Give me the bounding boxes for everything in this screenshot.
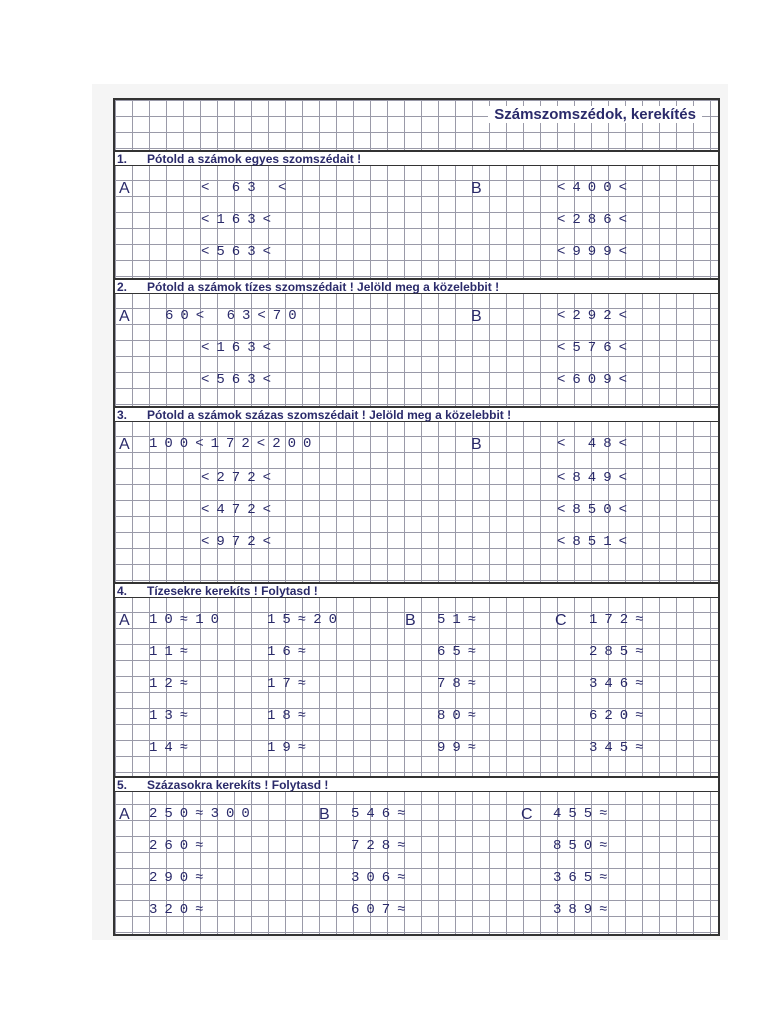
label-b: B (471, 180, 482, 197)
label-a: A (119, 180, 130, 197)
s4-a2-row: 16≈ (267, 644, 314, 660)
s5-c-row: 365≈ (553, 870, 615, 886)
s4-a1-row: 12≈ (149, 676, 196, 692)
s5-a-row: 260≈ (149, 838, 211, 854)
label-b: B (471, 308, 482, 325)
s4-c-row: 172≈ (589, 612, 651, 628)
s2-a-row: <563< (201, 372, 279, 388)
s4-a2-row: 15≈20 (267, 612, 345, 628)
s4-c-row: 345≈ (589, 740, 651, 756)
s5-a-row: 320≈ (149, 902, 211, 918)
section-3-header: 3. Pótold a számok százas szomszédait ! Jelöld meg a közelebbit ! (115, 406, 718, 422)
s1-b-row: <286< (557, 212, 635, 228)
s2-b-row: <576< (557, 340, 635, 356)
s4-a2-row: 17≈ (267, 676, 314, 692)
s3-a-row: <472< (201, 502, 279, 518)
s2-a-row: <163< (201, 340, 279, 356)
s5-c-row: 850≈ (553, 838, 615, 854)
s1-a-row: < 63 < (201, 180, 294, 196)
s4-b-row: 99≈ (437, 740, 484, 756)
label-c: C (521, 806, 533, 823)
s4-b-row: 78≈ (437, 676, 484, 692)
s5-c-row: 389≈ (553, 902, 615, 918)
s2-a-row: 60< 63<70 (165, 308, 304, 324)
s4-a1-row: 13≈ (149, 708, 196, 724)
s1-b-row: <999< (557, 244, 635, 260)
s4-c-row: 346≈ (589, 676, 651, 692)
s4-b-row: 51≈ (437, 612, 484, 628)
label-a: A (119, 612, 130, 629)
s5-a-row: 290≈ (149, 870, 211, 886)
section-1-header: 1. Pótold a számok egyes szomszédait ! (115, 150, 718, 166)
s3-a-row: <272< (201, 470, 279, 486)
s5-b-row: 306≈ (351, 870, 413, 886)
label-b: B (471, 436, 482, 453)
label-a: A (119, 436, 130, 453)
s3-b-row: <851< (557, 534, 635, 550)
s5-b-row: 546≈ (351, 806, 413, 822)
s3-a-row: 100<172<200 (149, 436, 319, 452)
section-5-header: 5. Százasokra kerekíts ! Folytasd ! (115, 776, 718, 792)
s1-b-row: <400< (557, 180, 635, 196)
label-b: B (319, 806, 330, 823)
s4-c-row: 620≈ (589, 708, 651, 724)
page-title: Számszomszédok, kerekítés (488, 106, 702, 123)
s3-b-row: <850< (557, 502, 635, 518)
s3-a-row: <972< (201, 534, 279, 550)
s1-a-row: <563< (201, 244, 279, 260)
s3-b-row: < 48< (557, 436, 635, 452)
s3-b-row: <849< (557, 470, 635, 486)
s5-b-row: 728≈ (351, 838, 413, 854)
s4-b-row: 80≈ (437, 708, 484, 724)
s4-c-row: 285≈ (589, 644, 651, 660)
label-a: A (119, 308, 130, 325)
s4-a2-row: 18≈ (267, 708, 314, 724)
s4-b-row: 65≈ (437, 644, 484, 660)
section-4-header: 4. Tízesekre kerekíts ! Folytasd ! (115, 582, 718, 598)
s1-a-row: <163< (201, 212, 279, 228)
s2-b-row: <292< (557, 308, 635, 324)
s4-a2-row: 19≈ (267, 740, 314, 756)
s2-b-row: <609< (557, 372, 635, 388)
label-a: A (119, 806, 130, 823)
worksheet-page (113, 98, 720, 936)
s4-a1-row: 11≈ (149, 644, 196, 660)
s4-a1-row: 14≈ (149, 740, 196, 756)
s5-a-row: 250≈300 (149, 806, 257, 822)
s5-c-row: 455≈ (553, 806, 615, 822)
s5-b-row: 607≈ (351, 902, 413, 918)
label-c: C (555, 612, 567, 629)
label-b: B (405, 612, 416, 629)
section-2-header: 2. Pótold a számok tízes szomszédait ! Jelöld meg a közelebbit ! (115, 278, 718, 294)
s4-a1-row: 10≈10 (149, 612, 227, 628)
